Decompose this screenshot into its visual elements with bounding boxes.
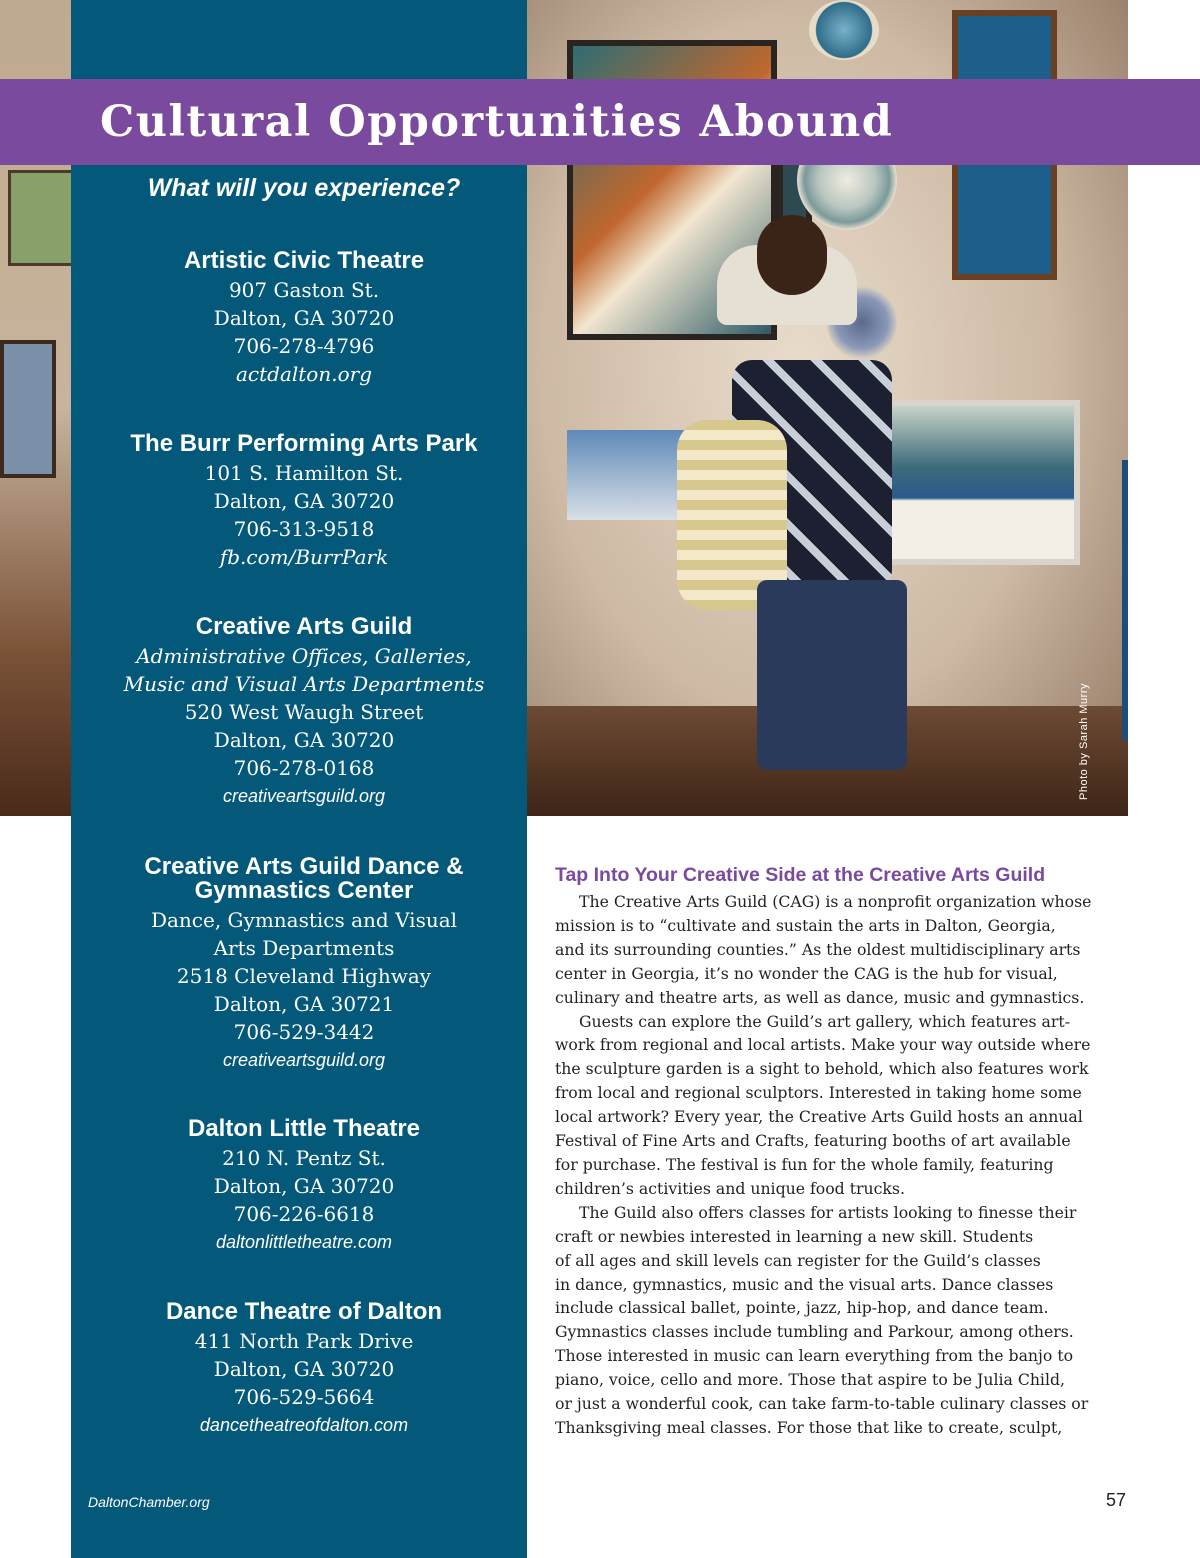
- venue-name: Dance Theatre of Dalton: [165, 1298, 443, 1325]
- venue-url[interactable]: fb.com/BurrPark: [219, 545, 389, 569]
- venue-url[interactable]: dancetheatreofdalton.com: [199, 1415, 409, 1435]
- title-banner: [0, 79, 1200, 165]
- venue-dance-gymnastics-center: [71, 855, 537, 1074]
- sidebar-subhead: What will you experience?: [147, 174, 461, 202]
- venue-address: 907 Gaston St.: [228, 278, 380, 302]
- venue-burr-park: [71, 432, 537, 571]
- venue-city: Dalton, GA 30720: [213, 1174, 395, 1198]
- page-title: Cultural Opportunities Abound: [100, 97, 894, 147]
- venue-city: Dalton, GA 30721: [213, 992, 395, 1016]
- article-paragraph: Guests can explore the Guild’s art gallery, which features art- work from regional and local artists. Make your way outside where the sculpture garden is a sight to behold, which also features work from local and regional sculptors. Interested in taking home some local artwork? Every year, the Creative Arts Guild hosts an annual Festival of Fine Arts and Crafts, featuring booths of art available for purchase. The festival is fun for the whole family, featuring children’s activities and unique food trucks.: [555, 1011, 1091, 1198]
- venue-city: Dalton, GA 30720: [213, 1357, 395, 1381]
- venue-description: Arts Departments: [213, 936, 395, 960]
- article-paragraph: The Guild also offers classes for artists looking to finesse their craft or newbies interested in learning a new skill. Students of all ages and skill levels can register for the Guild’s classes in dance, gymnastics, music and the visual arts. Dance classes include classical ballet, pointe, jazz, hip-hop, and dance team. Gymnastics classes include tumbling and Parkour, among others. Those interested in music can learn everything from the banjo to piano, voice, cello and more. Those that aspire to be Julia Child, or just a wonderful cook, can take farm-to-table culinary classes or Thanksgiving meal classes. For those that like to create, sculpt,: [555, 1202, 1089, 1437]
- venue-description: Music and Visual Arts Departments: [123, 672, 485, 696]
- venue-address: 2518 Cleveland Highway: [176, 964, 432, 988]
- venue-creative-arts-guild: [71, 615, 537, 810]
- article-paragraph: The Creative Arts Guild (CAG) is a nonprofit organization whose mission is to “cultivate and sustain the arts in Dalton, Georgia, and its surrounding counties.” As the oldest multidisciplinary arts center in Georgia, it’s no wonder the CAG is the hub for visual, culinary and theatre arts, as well as dance, music and gymnastics.: [555, 892, 1092, 1007]
- venue-phone: 706-529-5664: [233, 1385, 375, 1409]
- venue-name: The Burr Performing Arts Park: [130, 430, 478, 457]
- venue-phone: 706-278-4796: [233, 334, 375, 358]
- page-number: 57: [1106, 1490, 1127, 1510]
- venue-url[interactable]: creativeartsguild.org: [222, 786, 386, 806]
- footer-site[interactable]: DaltonChamber.org: [88, 1494, 210, 1510]
- venue-name: Creative Arts Guild: [195, 613, 413, 640]
- venue-description: Administrative Offices, Galleries,: [136, 644, 472, 668]
- venue-url[interactable]: actdalton.org: [235, 362, 372, 386]
- article-heading: Tap Into Your Creative Side at the Creative Arts Guild: [555, 864, 1046, 886]
- venue-url[interactable]: creativeartsguild.org: [222, 1050, 386, 1070]
- venue-city: Dalton, GA 30720: [213, 306, 395, 330]
- venue-name: Gymnastics Center: [194, 877, 414, 904]
- venue-name: Artistic Civic Theatre: [183, 247, 425, 274]
- venue-address: 101 S. Hamilton St.: [204, 461, 404, 485]
- venue-description: Dance, Gymnastics and Visual: [150, 908, 458, 932]
- venue-name: Dalton Little Theatre: [187, 1115, 421, 1142]
- venue-city: Dalton, GA 30720: [213, 728, 395, 752]
- venue-dalton-little-theatre: [71, 1117, 537, 1256]
- venue-phone: 706-278-0168: [233, 756, 375, 780]
- venue-address: 520 West Waugh Street: [184, 700, 424, 724]
- venue-address: 210 N. Pentz St.: [222, 1146, 386, 1170]
- venue-dance-theatre-of-dalton: [71, 1300, 537, 1439]
- venue-phone: 706-313-9518: [233, 517, 375, 541]
- venue-city: Dalton, GA 30720: [213, 489, 395, 513]
- venue-url[interactable]: daltonlittletheatre.com: [215, 1232, 393, 1252]
- article: [555, 862, 1120, 1440]
- venue-phone: 706-226-6618: [233, 1202, 375, 1226]
- venue-address: 411 North Park Drive: [194, 1329, 414, 1353]
- venue-phone: 706-529-3442: [233, 1020, 375, 1044]
- photo-credit: Photo by Sarah Murry: [1078, 683, 1090, 800]
- venue-name: Creative Arts Guild Dance &: [144, 853, 464, 880]
- venue-artistic-civic-theatre: [71, 249, 537, 388]
